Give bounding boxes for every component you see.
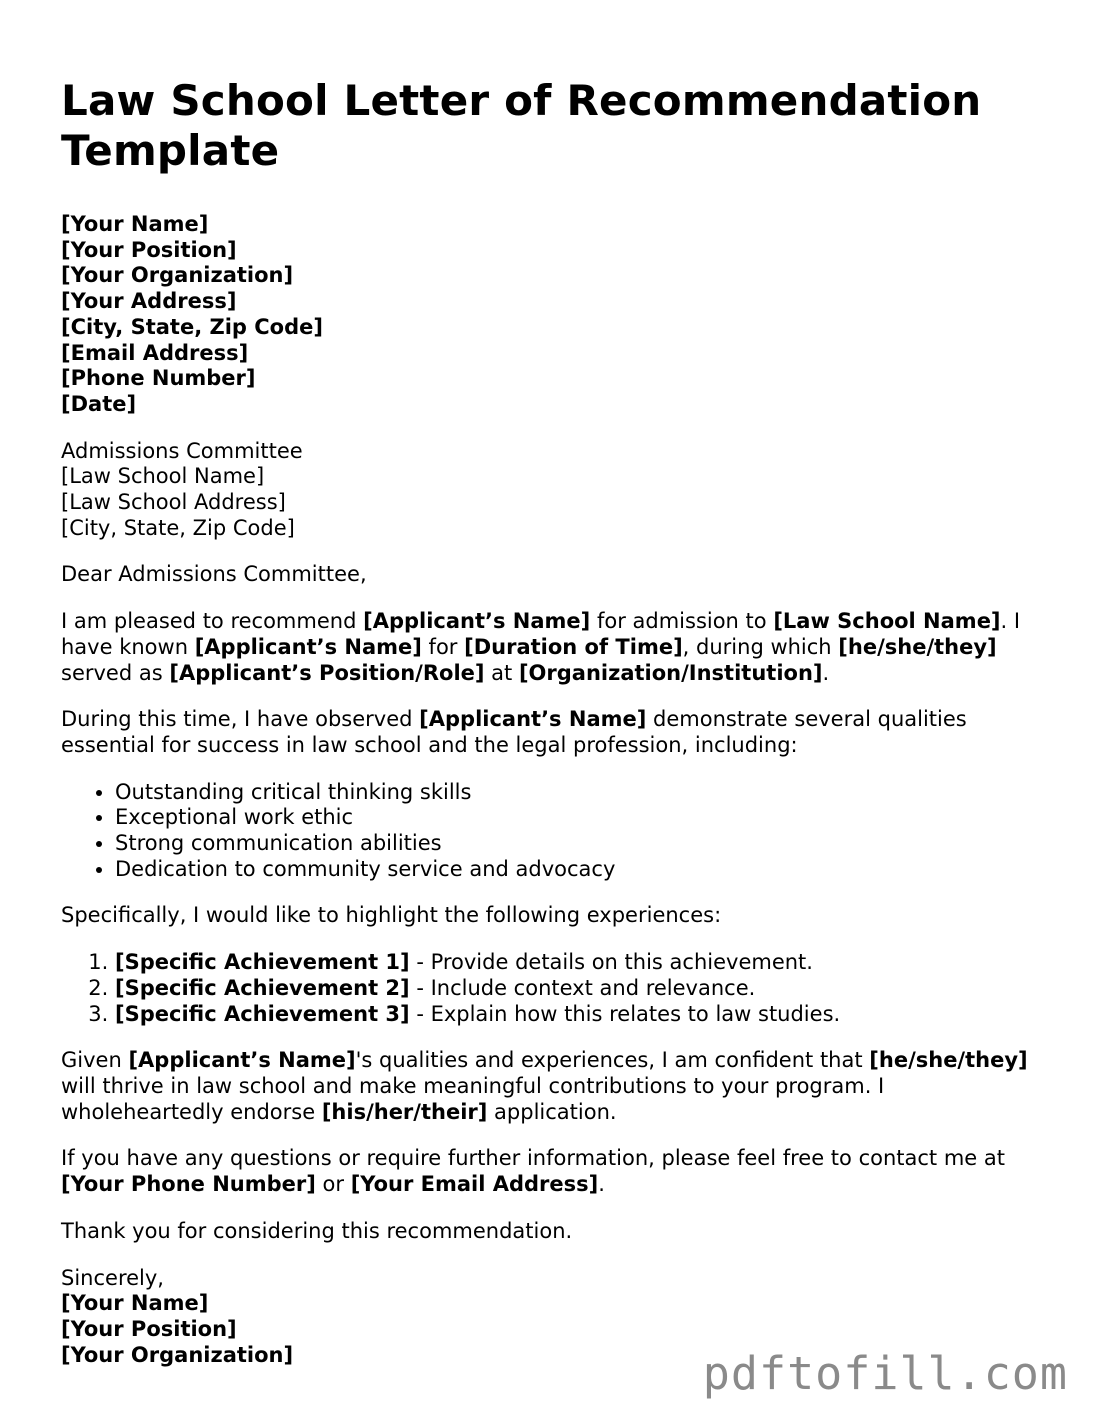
achievement-label: [Specific Achievement 2] — [115, 975, 410, 1000]
recipient-committee: Admissions Committee — [61, 438, 303, 463]
qualities-paragraph: During this time, I have observed [Applicant’s Name] demonstrate several qualities essential for success in law school and the legal profession, including: — [61, 707, 967, 757]
achievement-label: [Specific Achievement 1] — [115, 950, 410, 975]
sender-phone: [Phone Number] — [61, 366, 256, 391]
thanks-paragraph: Thank you for considering this recommendation. — [61, 1218, 573, 1243]
achievements-list — [61, 950, 1051, 1027]
list-item: • Outstanding critical thinking skills — [115, 780, 1051, 806]
sender-date: [Date] — [61, 391, 137, 416]
qualities-list — [61, 780, 1051, 883]
recipient-school-address: [Law School Address] — [61, 490, 286, 515]
applicant-name-placeholder: [Applicant’s Name] — [419, 707, 647, 732]
possessive-pronoun-placeholder: [his/her/their] — [321, 1099, 488, 1124]
sender-position: [Your Position] — [61, 237, 237, 262]
sender-address: [Your Address] — [61, 289, 237, 314]
list-item: 3. [Specific Achievement 3] - Explain how this relates to law studies. — [115, 1002, 1051, 1028]
organization-placeholder: [Organization/Institution] — [518, 660, 823, 685]
recipient-block — [61, 439, 1051, 542]
applicant-name-placeholder: [Applicant’s Name] — [363, 609, 591, 634]
sender-email: [Email Address] — [61, 340, 249, 365]
salutation: Dear Admissions Committee, — [61, 562, 367, 587]
email-placeholder: [Your Email Address] — [350, 1172, 599, 1197]
phone-placeholder: [Your Phone Number] — [61, 1172, 316, 1197]
watermark: pdftofill.com — [702, 1347, 1068, 1400]
list-item: 2. [Specific Achievement 2] - Include context and relevance. — [115, 976, 1051, 1002]
pronoun-placeholder: [he/she/they] — [838, 634, 997, 659]
position-role-placeholder: [Applicant’s Position/Role] — [169, 660, 485, 685]
list-item: 1. [Specific Achievement 1] - Provide details on this achievement. — [115, 950, 1051, 976]
intro-paragraph: I am pleased to recommend [Applicant’s Name] for admission to [Law School Name]. I have known [Applicant’s Name] for [Duration of Time], during which [he/she/they] served as [Applicant’s Position/Role] at [Organization/Institution]. — [61, 609, 1021, 685]
page-title: Law School Letter of Recommendation Template — [61, 76, 982, 175]
law-school-name-placeholder: [Law School Name] — [773, 609, 1001, 634]
list-item: • Strong communication abilities — [115, 831, 1051, 857]
duration-placeholder: [Duration of Time] — [464, 634, 683, 659]
sender-organization: [Your Organization] — [61, 263, 294, 288]
recipient-school-name: [Law School Name] — [61, 464, 265, 489]
closing: Sincerely, — [61, 1265, 164, 1290]
pronoun-placeholder: [he/she/they] — [869, 1048, 1028, 1073]
signature-position: [Your Position] — [61, 1316, 237, 1341]
experiences-paragraph: Specifically, I would like to highlight the following experiences: — [61, 903, 722, 928]
signature-organization: [Your Organization] — [61, 1342, 294, 1367]
recipient-city-state-zip: [City, State, Zip Code] — [61, 515, 295, 540]
achievement-label: [Specific Achievement 3] — [115, 1001, 410, 1026]
sender-city-state-zip: [City, State, Zip Code] — [61, 314, 323, 339]
applicant-name-placeholder: [Applicant’s Name] — [128, 1048, 356, 1073]
contact-paragraph: If you have any questions or require further information, please feel free to contact me at [Your Phone Number] or [Your Email Address]. — [61, 1146, 1005, 1197]
list-item: • Dedication to community service and advocacy — [115, 857, 1051, 883]
sender-block — [61, 212, 1051, 418]
signature-name: [Your Name] — [61, 1291, 209, 1316]
list-item: • Exceptional work ethic — [115, 805, 1051, 831]
applicant-name-placeholder: [Applicant’s Name] — [194, 634, 422, 659]
letter-document — [61, 76, 1051, 1368]
sender-name: [Your Name] — [61, 212, 209, 236]
endorsement-paragraph: Given [Applicant’s Name]'s qualities and experiences, I am confident that [he/she/they] will thrive in law school and make meaningful contributions to your program. I wholeheartedly endorse [his/her/their] application. — [61, 1048, 1028, 1124]
